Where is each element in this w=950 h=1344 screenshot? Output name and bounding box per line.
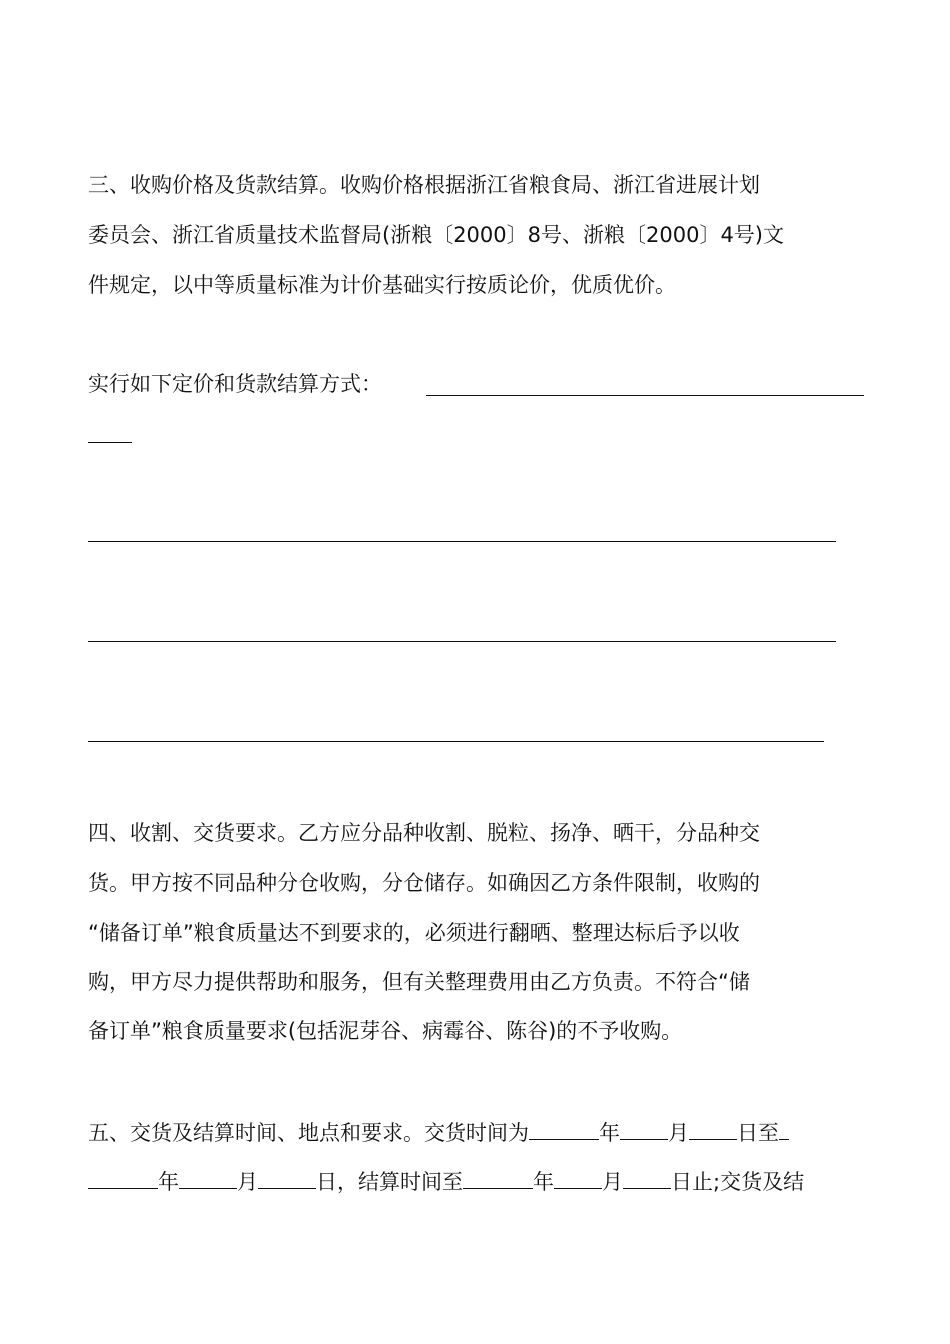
pricing-method-blank-continued[interactable] [88, 442, 132, 443]
section4-line-1: 四、收割、交货要求。乙方应分品种收割、脱粒、扬净、晒干，分品种交 [88, 821, 760, 845]
section5-prefix: 五、交货及结算时间、地点和要求。交货时间为 [88, 1121, 529, 1145]
delivery-end-day-blank[interactable] [258, 1166, 316, 1189]
section3-line-3: 件规定，以中等质量标准为计价基础实行按质论价，优质优价。 [88, 273, 676, 297]
delivery-start-month-blank[interactable] [620, 1117, 668, 1140]
section3-line-1: 三、收购价格及货款结算。收购价格根据浙江省粮食局、浙江省进展计划 [88, 173, 760, 197]
delivery-start-day-blank[interactable] [689, 1117, 737, 1140]
pricing-method-blank[interactable] [426, 395, 864, 396]
month-label: 月 [237, 1170, 258, 1194]
section3-line-2: 委员会、浙江省质量技术监督局(浙粮〔2000〕8号、浙粮〔2000〕4号)文 [88, 223, 784, 247]
settlement-day-blank[interactable] [623, 1166, 671, 1189]
settlement-label: 日，结算时间至 [316, 1170, 463, 1194]
pricing-blank-line-1[interactable] [88, 541, 836, 542]
section4-line-4: 购，甲方尽力提供帮助和服务，但有关整理费用由乙方负责。不符合“储 [88, 970, 750, 994]
delivery-start-year-blank[interactable] [529, 1117, 599, 1140]
delivery-end-year-blank[interactable] [88, 1166, 158, 1189]
month-label: 月 [668, 1121, 689, 1145]
year-label: 年 [158, 1170, 179, 1194]
pricing-blank-line-3[interactable] [88, 741, 824, 742]
pricing-blank-line-2[interactable] [88, 641, 836, 642]
settlement-month-blank[interactable] [554, 1166, 602, 1189]
section5-tail: 日止;交货及结 [671, 1170, 805, 1194]
section4-line-3: “储备订单”粮食质量达不到要求的，必须进行翻晒、整理达标后予以收 [88, 921, 740, 945]
year-label: 年 [599, 1121, 620, 1145]
settlement-year-blank[interactable] [463, 1166, 533, 1189]
section5-line-2 [88, 1166, 804, 1197]
delivery-end-month-blank[interactable] [179, 1166, 237, 1189]
section4-line-2: 货。甲方按不同品种分仓收购，分仓储存。如确因乙方条件限制，收购的 [88, 871, 760, 895]
section5-line-1 [88, 1117, 789, 1148]
day-to-label: 日至 [737, 1121, 779, 1145]
section4-line-5: 备订单”粮食质量要求(包括泥芽谷、病霉谷、陈谷)的不予收购。 [88, 1019, 683, 1043]
month-label: 月 [602, 1170, 623, 1194]
pricing-method-label: 实行如下定价和货款结算方式： [88, 372, 382, 396]
delivery-end-year-blank-start[interactable] [779, 1117, 789, 1140]
year-label: 年 [533, 1170, 554, 1194]
